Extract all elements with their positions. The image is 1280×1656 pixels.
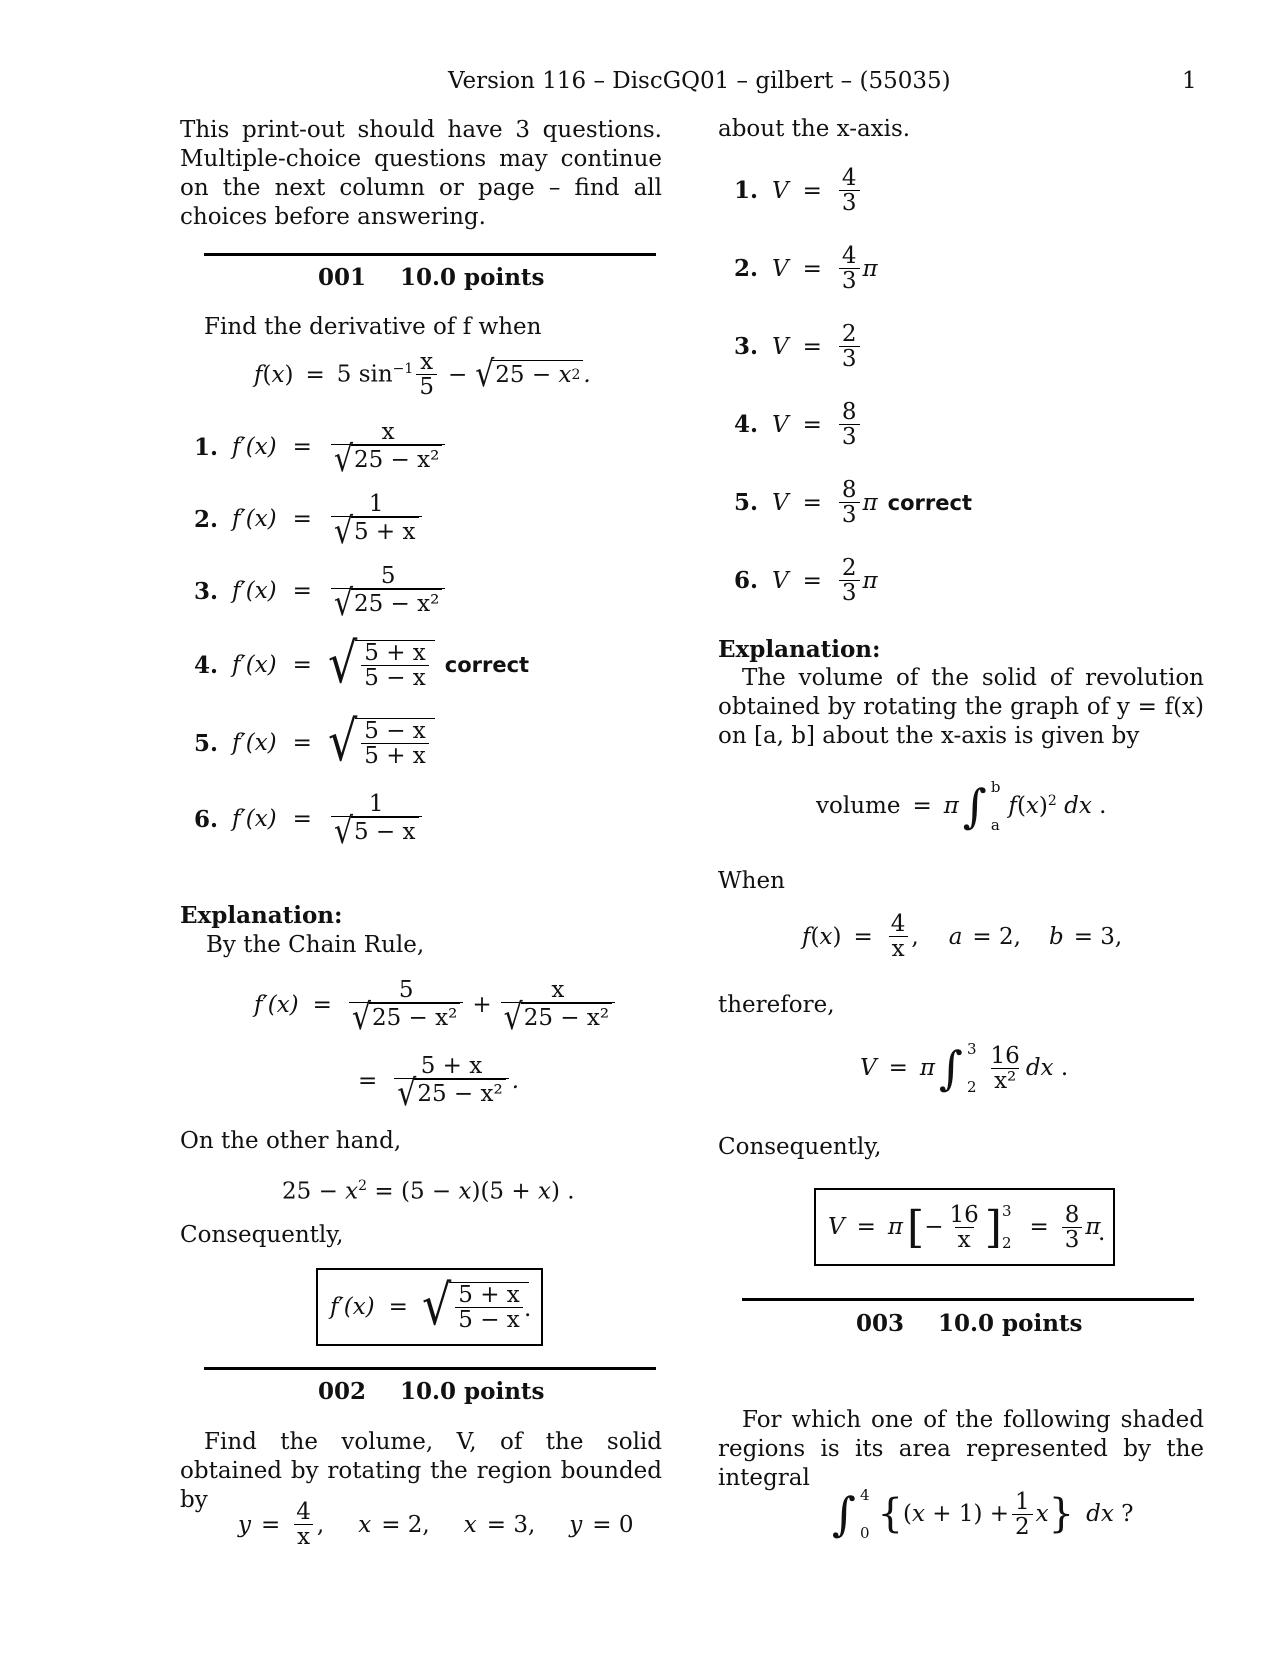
q2-therefore: therefore, [718, 992, 835, 1018]
q2-choice-3[interactable]: 3. V = $\frac{2}{3}$ [734, 322, 863, 371]
q2-bounds: y = $\frac{4}{x}$ , x = 2, x = 3, y = 0 [238, 1499, 634, 1550]
q2-integral-setup: V = π ∫ 3 2 $\frac{16}{\text{x²}}$ dx . [860, 1040, 1069, 1096]
q1-choice-3[interactable]: 3. f′(x) = 5 √ 25 − x² [194, 564, 448, 619]
q1-choice-1[interactable]: 1. f′(x) = x √ 25 − x² [194, 420, 448, 475]
q2-choice-4[interactable]: 4. V = $\frac{8}{3}$ [734, 400, 863, 449]
q3-prompt: For which one of the following shaded regions is its area represented by the integral [718, 1407, 1204, 1491]
q1-choice-4[interactable]: 4. f′(x) = √ $\frac{5 + x}{5 - x}$ correct [194, 630, 530, 695]
page-number: 1 [1182, 68, 1197, 94]
q2-when: When [718, 868, 785, 894]
q2-choice-6[interactable]: 6. V = $\frac{2}{3}$ π [734, 555, 878, 606]
q2-about: about the x-axis. [718, 116, 911, 142]
q3-heading [856, 1310, 1083, 1337]
q2-volume-word: volume [816, 793, 901, 819]
q1-points: 10.0 points [400, 264, 545, 291]
q2-final-period: . [1098, 1220, 1106, 1246]
q3-rule [742, 1298, 1194, 1301]
q1-choice-5[interactable]: 5. f′(x) = √ $\frac{5 - x}{5 + x}$ [194, 718, 435, 768]
q2-prompt: Find the volume, V, of the solid obtained by rotating the region bounded by [180, 1429, 662, 1513]
q1-derivation-line-1: f′(x) = 5 √ 25 − x² + x √ 25 − x² [254, 978, 618, 1033]
q1-prompt: Find the derivative of f when [204, 314, 542, 340]
q2-explanation-text: The volume of the solid of revolution obtained by rotating the graph of y = f(x) on [a, b] about the x-axis is given by [718, 665, 1204, 749]
q1-derivation-line-2: = 5 + x √ 25 − x² . [358, 1053, 520, 1115]
q1-explanation-label: Explanation: [180, 902, 343, 929]
q2-rule [204, 1367, 656, 1370]
q2-choice-1[interactable]: 1. V = $\frac{4}{3}$ [734, 166, 863, 215]
q2-heading [318, 1378, 545, 1405]
q2-volume-formula: volume = π ∫ b a f ( x )$^2$ dx . [816, 778, 1107, 834]
q1-final-answer: f′(x) = √ $\frac{5 + x}{5 - x}$ [316, 1268, 543, 1346]
q2-consequently: Consequently, [718, 1134, 882, 1160]
page-header: Version 116 – DiscGQ01 – gilbert – (55035) [448, 68, 951, 94]
q1-factor-eq: $25 - x^2 = (5 - x)(5 + x)$ . [282, 1178, 575, 1205]
q2-points: 10.0 points [400, 1378, 545, 1405]
q1-consequently: Consequently, [180, 1222, 344, 1248]
q3-number: 003 [856, 1310, 905, 1337]
q1-number: 001 [318, 264, 367, 291]
q2-explanation-label: Explanation: [718, 636, 881, 663]
q1-choice-2[interactable]: 2. f′(x) = 1 √ 5 + x [194, 492, 425, 547]
q2-given-values: f ( x ) = $\frac{4}{x}$ , a = 2, b = 3, [802, 911, 1123, 962]
q2-final-answer: V = π [ − $\frac{16}{x}$ ] 3 2 = $\frac{8}{3}$ π [814, 1188, 1115, 1266]
intro-text: This print-out should have 3 questions. Multiple-choice questions may continue on the next column or page – find all choices before answering. [180, 117, 662, 230]
q3-integral: ∫ 4 0 { ( x + 1) + $\frac{1}{2}$ x } dx ? [832, 1486, 1134, 1542]
q1-function: f ( x ) = 5 $\sin^{-1}$ $\frac{x}{5}$ − √ 25 − x 2 . [254, 349, 591, 400]
q1-heading [318, 264, 545, 291]
q1-other-hand: On the other hand, [180, 1128, 402, 1154]
q1-correct-tag: correct [444, 653, 530, 677]
q2-choice-5[interactable]: 5. V = $\frac{8}{3}$ π correct [734, 477, 972, 528]
q1-chain-rule: By the Chain Rule, [206, 932, 425, 958]
q2-number: 002 [318, 1378, 367, 1405]
q1-rule [204, 253, 656, 256]
q3-points: 10.0 points [938, 1310, 1083, 1337]
q1-final-period: . [524, 1296, 532, 1322]
q1-choice-6[interactable]: 6. f′(x) = 1 √ 5 − x [194, 792, 425, 847]
q2-correct-tag: correct [887, 490, 972, 515]
q2-choice-2[interactable]: 2. V = $\frac{4}{3}$ π [734, 243, 878, 294]
